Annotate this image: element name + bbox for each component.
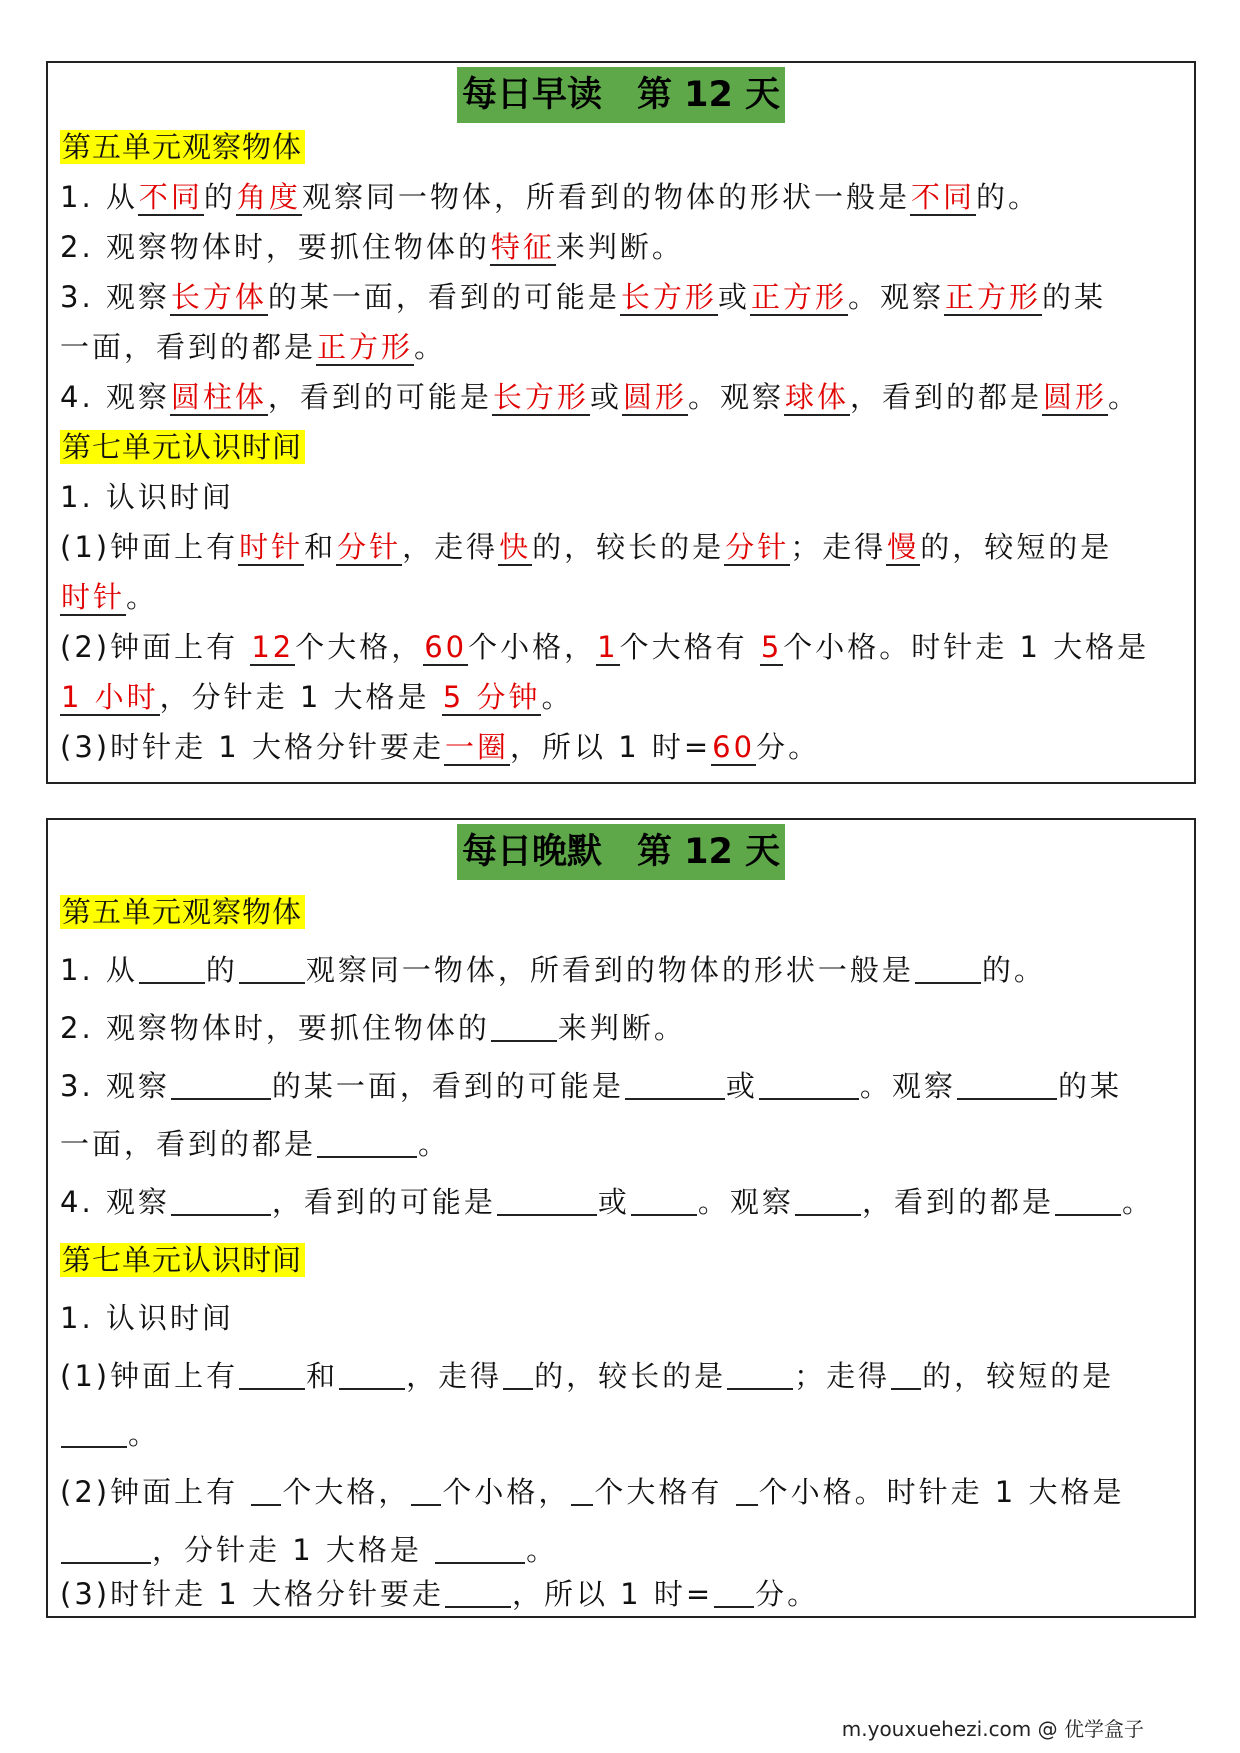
question-text: 。 <box>1121 1185 1154 1219</box>
question-text: 个大格， <box>282 1475 411 1509</box>
question-text: 和 <box>306 1359 339 1393</box>
evening-unit5-heading-line <box>60 890 305 931</box>
evening-unit5-q2 <box>60 1006 686 1047</box>
evening-unit7-s1 <box>60 1354 1114 1395</box>
question-text: 。观察 <box>859 1069 956 1103</box>
question-text: ，看到的都是 <box>850 380 1043 414</box>
answer-blank[interactable] <box>317 1128 417 1158</box>
question-text: 。 <box>128 1417 161 1451</box>
question-text: ，走得 <box>406 1359 503 1393</box>
question-text: 的。 <box>981 953 1046 987</box>
morning-title-bar <box>48 67 1194 123</box>
sub-heading: 1. 认识时间 <box>60 1301 234 1335</box>
answer-blank[interactable] <box>727 1360 793 1390</box>
answer: 不同 <box>138 180 203 214</box>
answer-blank[interactable] <box>491 1012 557 1042</box>
question-text: 。观察 <box>687 380 784 414</box>
morning-unit7-s1-cont <box>60 575 158 616</box>
morning-unit5-q4 <box>60 375 1140 416</box>
question-text: 分。 <box>755 1577 820 1611</box>
question-text: 。 <box>541 680 574 714</box>
question-text: 。观察 <box>847 280 944 314</box>
question-text: (2)钟面上有 <box>60 630 251 664</box>
evening-unit5-q4 <box>60 1180 1154 1221</box>
morning-unit7-s2-cont <box>60 675 573 716</box>
question-text: 的某 <box>1057 1069 1122 1103</box>
evening-unit7-sub <box>60 1296 234 1337</box>
answer: 分针 <box>337 530 402 564</box>
question-text: (1)钟面上有 <box>60 1359 239 1393</box>
answer: 12 <box>251 630 295 664</box>
question-text: 个大格有 <box>594 1475 735 1509</box>
evening-unit5-q3-cont <box>60 1122 450 1163</box>
answer: 1 小时 <box>61 680 159 714</box>
answer-blank[interactable] <box>239 954 305 984</box>
question-text: 个大格， <box>295 630 424 664</box>
answer: 球体 <box>784 380 849 414</box>
answer: 圆形 <box>1043 380 1108 414</box>
question-text: 3. 观察 <box>60 280 170 314</box>
question-text: ，所以 1 时= <box>511 1577 714 1611</box>
morning-unit5-q2 <box>60 225 684 266</box>
question-text: 。 <box>414 330 447 364</box>
question-text: 的某一面，看到的可能是 <box>267 280 620 314</box>
answer: 一圈 <box>444 730 509 764</box>
morning-unit7-heading-line <box>60 425 305 466</box>
question-text: ；走得 <box>794 1359 891 1393</box>
question-text: ，看到的都是 <box>861 1185 1054 1219</box>
answer: 分针 <box>725 530 790 564</box>
answer: 圆柱体 <box>170 380 267 414</box>
answer: 正方形 <box>317 330 414 364</box>
question-text: (3)时针走 1 大格分针要走 <box>60 1577 444 1611</box>
answer-blank[interactable] <box>714 1578 754 1608</box>
morning-unit5-q3-cont <box>60 325 446 366</box>
question-text: 观察同一物体，所看到的物体的形状一般是 <box>301 180 910 214</box>
question-text: 2. 观察物体时，要抓住物体的 <box>60 1011 490 1045</box>
question-text: 或 <box>597 1185 630 1219</box>
question-text: 或 <box>589 380 622 414</box>
question-text: 个小格。时针走 1 大格是 <box>783 630 1150 664</box>
answer: 60 <box>712 730 756 764</box>
answer: 慢 <box>887 530 920 564</box>
question-text: ，走得 <box>402 530 499 564</box>
question-text: 分。 <box>756 730 821 764</box>
question-text: ；走得 <box>790 530 887 564</box>
evening-unit7-s1-cont <box>60 1412 160 1453</box>
sub-heading: 1. 认识时间 <box>60 480 234 514</box>
answer-blank[interactable] <box>239 1360 305 1390</box>
question-text: 或 <box>717 280 750 314</box>
question-text: 。 <box>418 1127 451 1161</box>
question-text: 的某 <box>1042 280 1107 314</box>
answer-blank[interactable] <box>759 1070 859 1100</box>
answer-blank[interactable] <box>139 954 205 984</box>
question-text: 或 <box>725 1069 758 1103</box>
question-text: 。观察 <box>697 1185 794 1219</box>
answer: 时针 <box>61 580 126 614</box>
question-text: (2)钟面上有 <box>60 1475 251 1509</box>
answer-blank[interactable] <box>625 1070 725 1100</box>
answer: 长方形 <box>620 280 717 314</box>
question-text: 1. 从 <box>60 180 138 214</box>
evening-dictation-card <box>46 818 1196 1618</box>
answer-blank[interactable] <box>915 954 981 984</box>
question-text: 一面，看到的都是 <box>60 1127 317 1161</box>
answer: 角度 <box>236 180 301 214</box>
answer-blank[interactable] <box>445 1578 511 1608</box>
question-text: 来判断。 <box>557 1011 686 1045</box>
question-text: 的，较长的是 <box>534 1359 727 1393</box>
answer-blank[interactable] <box>571 1476 593 1506</box>
question-text: 观察同一物体，所看到的物体的形状一般是 <box>305 953 914 987</box>
question-text: 的，较短的是 <box>920 530 1113 564</box>
question-text: 的 <box>205 953 238 987</box>
answer: 特征 <box>490 230 555 264</box>
evening-title: 每日晚默 第 12 天 <box>457 824 785 880</box>
question-text: ，看到的可能是 <box>271 1185 496 1219</box>
evening-unit7-s2-cont <box>60 1528 558 1569</box>
answer: 不同 <box>910 180 975 214</box>
question-text: 来判断。 <box>555 230 684 264</box>
footer-watermark: m.youxuehezi.com @ 优学盒子 <box>841 1717 1144 1741</box>
answer-blank[interactable] <box>795 1186 861 1216</box>
answer: 时针 <box>239 530 304 564</box>
answer: 正方形 <box>944 280 1041 314</box>
evening-unit7-heading-line <box>60 1238 305 1279</box>
question-text: (3)时针走 1 大格分针要走 <box>60 730 444 764</box>
answer: 圆形 <box>622 380 687 414</box>
question-text: 的。 <box>975 180 1040 214</box>
morning-unit7-s2 <box>60 625 1149 666</box>
answer-blank[interactable] <box>61 1418 127 1448</box>
answer: 长方体 <box>170 280 267 314</box>
question-text: 个小格。时针走 1 大格是 <box>758 1475 1125 1509</box>
answer-blank[interactable] <box>497 1186 597 1216</box>
answer-blank[interactable] <box>503 1360 533 1390</box>
question-text: ，分针走 1 大格是 <box>152 1533 435 1567</box>
answer-blank[interactable] <box>891 1360 921 1390</box>
answer-blank[interactable] <box>61 1534 151 1564</box>
morning-unit7-s1 <box>60 525 1112 566</box>
question-text: ，看到的可能是 <box>267 380 492 414</box>
answer-blank[interactable] <box>171 1070 271 1100</box>
answer-blank[interactable] <box>339 1360 405 1390</box>
question-text: 个小格， <box>468 630 597 664</box>
evening-unit7-s2 <box>60 1470 1124 1511</box>
question-text: 个小格， <box>442 1475 571 1509</box>
evening-unit5-q1 <box>60 948 1046 989</box>
answer: 长方形 <box>492 380 589 414</box>
answer: 5 分钟 <box>442 680 541 714</box>
section-heading: 第七单元认识时间 <box>60 430 305 464</box>
morning-unit7-sub <box>60 475 234 516</box>
section-heading: 第七单元认识时间 <box>60 1243 305 1277</box>
answer-blank[interactable] <box>251 1476 281 1506</box>
question-text: ，所以 1 时= <box>509 730 712 764</box>
question-text: (1)钟面上有 <box>60 530 239 564</box>
section-heading: 第五单元观察物体 <box>60 895 305 929</box>
section-heading: 第五单元观察物体 <box>60 130 305 164</box>
morning-unit5-q3 <box>60 275 1106 316</box>
answer-blank[interactable] <box>435 1534 525 1564</box>
morning-unit5-heading-line <box>60 125 305 166</box>
answer-blank[interactable] <box>631 1186 697 1216</box>
question-text: 1. 从 <box>60 953 138 987</box>
question-text: 。 <box>126 580 159 614</box>
question-text: 个大格有 <box>619 630 760 664</box>
evening-unit7-s3 <box>60 1572 819 1613</box>
question-text: ，分针走 1 大格是 <box>159 680 442 714</box>
answer: 5 <box>760 630 783 664</box>
question-text: 的，较长的是 <box>532 530 725 564</box>
evening-unit5-q3 <box>60 1064 1122 1105</box>
evening-title-bar <box>48 824 1194 880</box>
morning-reading-card <box>46 61 1196 784</box>
answer: 快 <box>499 530 532 564</box>
morning-unit5-q1 <box>60 175 1040 216</box>
question-text: 的某一面，看到的可能是 <box>271 1069 624 1103</box>
question-text: 4. 观察 <box>60 380 170 414</box>
question-text: 的 <box>203 180 236 214</box>
question-text: 4. 观察 <box>60 1185 170 1219</box>
question-text: 一面，看到的都是 <box>60 330 317 364</box>
answer-blank[interactable] <box>411 1476 441 1506</box>
answer: 正方形 <box>750 280 847 314</box>
morning-unit7-s3 <box>60 725 820 766</box>
answer-blank[interactable] <box>171 1186 271 1216</box>
question-text: 2. 观察物体时，要抓住物体的 <box>60 230 490 264</box>
answer-blank[interactable] <box>957 1070 1057 1100</box>
answer: 60 <box>424 630 468 664</box>
question-text: 3. 观察 <box>60 1069 170 1103</box>
answer: 1 <box>597 630 619 664</box>
question-text: 。 <box>526 1533 559 1567</box>
question-text: 的，较短的是 <box>922 1359 1115 1393</box>
morning-title: 每日早读 第 12 天 <box>457 67 785 123</box>
question-text: 。 <box>1108 380 1141 414</box>
answer-blank[interactable] <box>736 1476 758 1506</box>
question-text: 和 <box>304 530 337 564</box>
answer-blank[interactable] <box>1055 1186 1121 1216</box>
